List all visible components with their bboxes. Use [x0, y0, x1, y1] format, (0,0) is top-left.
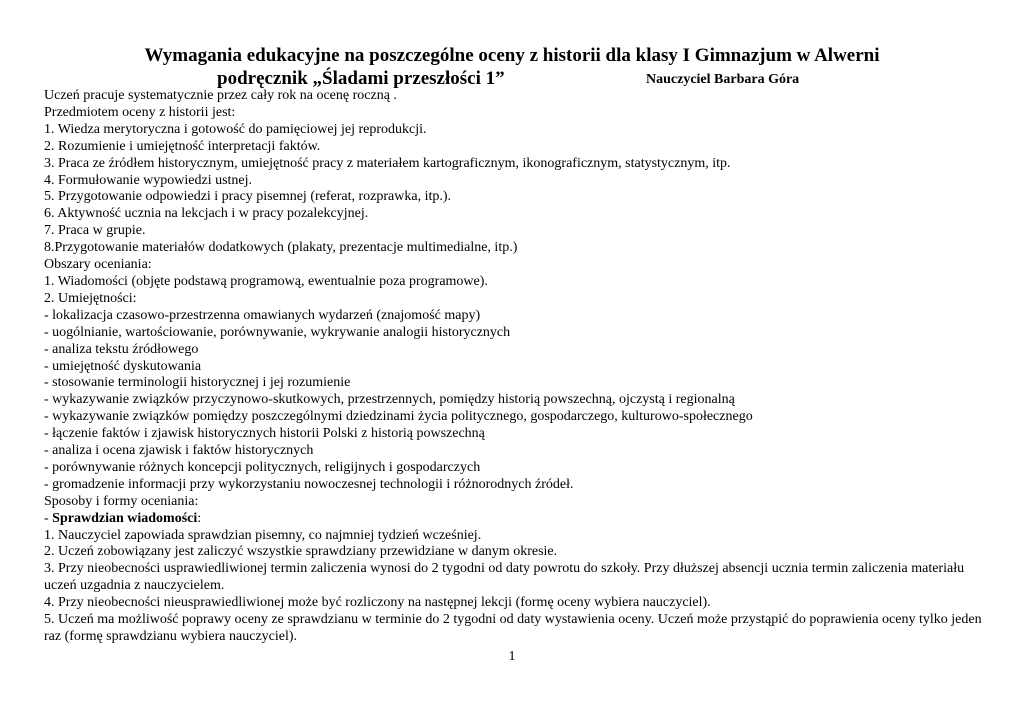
assessment-item: 5. Przygotowanie odpowiedzi i pracy pisemnej (referat, rozprawka, itp.).	[44, 189, 452, 205]
document-title: Wymagania edukacyjne na poszczególne oceny z historii dla klasy I Gimnazjum w Alwerni	[144, 45, 880, 66]
test-rule: 2. Uczeń zobowiązany jest zaliczyć wszystkie sprawdziany przewidziane w danym okresie.	[44, 544, 558, 560]
assessment-item: 1. Wiedza merytoryczna i gotowość do pamięciowej jej reprodukcji.	[44, 121, 427, 137]
assessment-item: 4. Formułowanie wypowiedzi ustnej.	[44, 172, 253, 188]
assessment-item: 8.Przygotowanie materiałów dodatkowych (plakaty, prezentacje multimedialne, itp.)	[44, 240, 518, 256]
skill-item: - łączenie faktów i zjawisk historycznych historii Polski z historią powszechną	[44, 426, 485, 442]
skill-item: - stosowanie terminologii historycznej i jej rozumienie	[44, 375, 351, 391]
teacher-name: Nauczyciel Barbara Góra	[646, 72, 800, 87]
areas-knowledge: 1. Wiadomości (objęte podstawą programową, ewentualnie poza programowe).	[44, 273, 488, 289]
skill-item: - uogólnianie, wartościowanie, porównywanie, wykrywanie analogii historycznych	[44, 324, 511, 340]
skill-item: - porównywanie różnych koncepcji politycznych, religijnych i gospodarczych	[44, 459, 481, 475]
test-rule: 5. Uczeń ma możliwość poprawy oceny ze sprawdzianu w terminie do 2 tygodni od daty wystawienia oceny. Uczeń może przystąpić do poprawienia oceny tylko jeden raz (formę sprawdzianu wybiera nauczyciel).	[44, 612, 982, 644]
assessment-item: 6. Aktywność ucznia na lekcjach i w pracy pozalekcyjnej.	[44, 206, 369, 222]
skill-item: - umiejętność dyskutowania	[44, 358, 202, 374]
assessment-item: 3. Praca ze źródłem historycznym, umiejętność pracy z materiałem kartograficznym, ikonograficznym, statystycznym, itp.	[44, 155, 731, 171]
intro-paragraph: Uczeń pracuje systematycznie przez cały rok na ocenę roczną .	[44, 88, 397, 103]
skill-item: - lokalizacja czasowo-przestrzenna omawianych wydarzeń (znajomość mapy)	[44, 307, 481, 323]
test-suffix: :	[197, 510, 202, 526]
test-label: Sprawdzian wiadomości	[52, 510, 198, 526]
skill-item: - analiza tekstu źródłowego	[44, 341, 199, 357]
document-subtitle: podręcznik „Śladami przeszłości 1”	[217, 68, 505, 89]
methods-heading: Sposoby i formy oceniania:	[44, 493, 199, 509]
skill-item: - wykazywanie związków pomiędzy poszczególnymi dziedzinami życia politycznego, gospodarczego, kulturowo-społecznego	[44, 409, 753, 425]
intro-paragraph: Przedmiotem oceny z historii jest:	[44, 104, 236, 120]
document-body	[44, 88, 984, 646]
test-prefix: -	[44, 510, 53, 526]
assessment-item: 7. Praca w grupie.	[44, 223, 146, 239]
test-rule: 4. Przy nieobecności nieusprawiedliwionej może być rozliczony na następnej lekcji (formę oceny wybiera nauczyciel).	[44, 595, 711, 611]
skill-item: - wykazywanie związków przyczynowo-skutkowych, przestrzennych, pomiędzy historią powszechną, ojczystą i regionalną	[44, 392, 735, 408]
skill-item: - analiza i ocena zjawisk i faktów historycznych	[44, 443, 314, 459]
assessment-item: 2. Rozumienie i umiejętność interpretacji faktów.	[44, 138, 321, 154]
test-rule: 1. Nauczyciel zapowiada sprawdzian pisemny, co najmniej tydzień wcześniej.	[44, 527, 482, 543]
page-number: 1	[508, 649, 516, 664]
test-heading	[44, 511, 984, 528]
test-rule: 3. Przy nieobecności usprawiedliwionej termin zaliczenia wynosi do 2 tygodni od daty powrotu do szkoły. Przy dłuższej absencji ucznia termin zaliczenia materiału uczeń uzgadnia z nauczycielem.	[44, 561, 965, 594]
areas-skills-heading: 2. Umiejętności:	[44, 290, 137, 306]
skill-item: - gromadzenie informacji przy wykorzystaniu nowoczesnej technologii i różnorodnych źródeł.	[44, 476, 574, 492]
areas-heading: Obszary oceniania:	[44, 257, 152, 273]
